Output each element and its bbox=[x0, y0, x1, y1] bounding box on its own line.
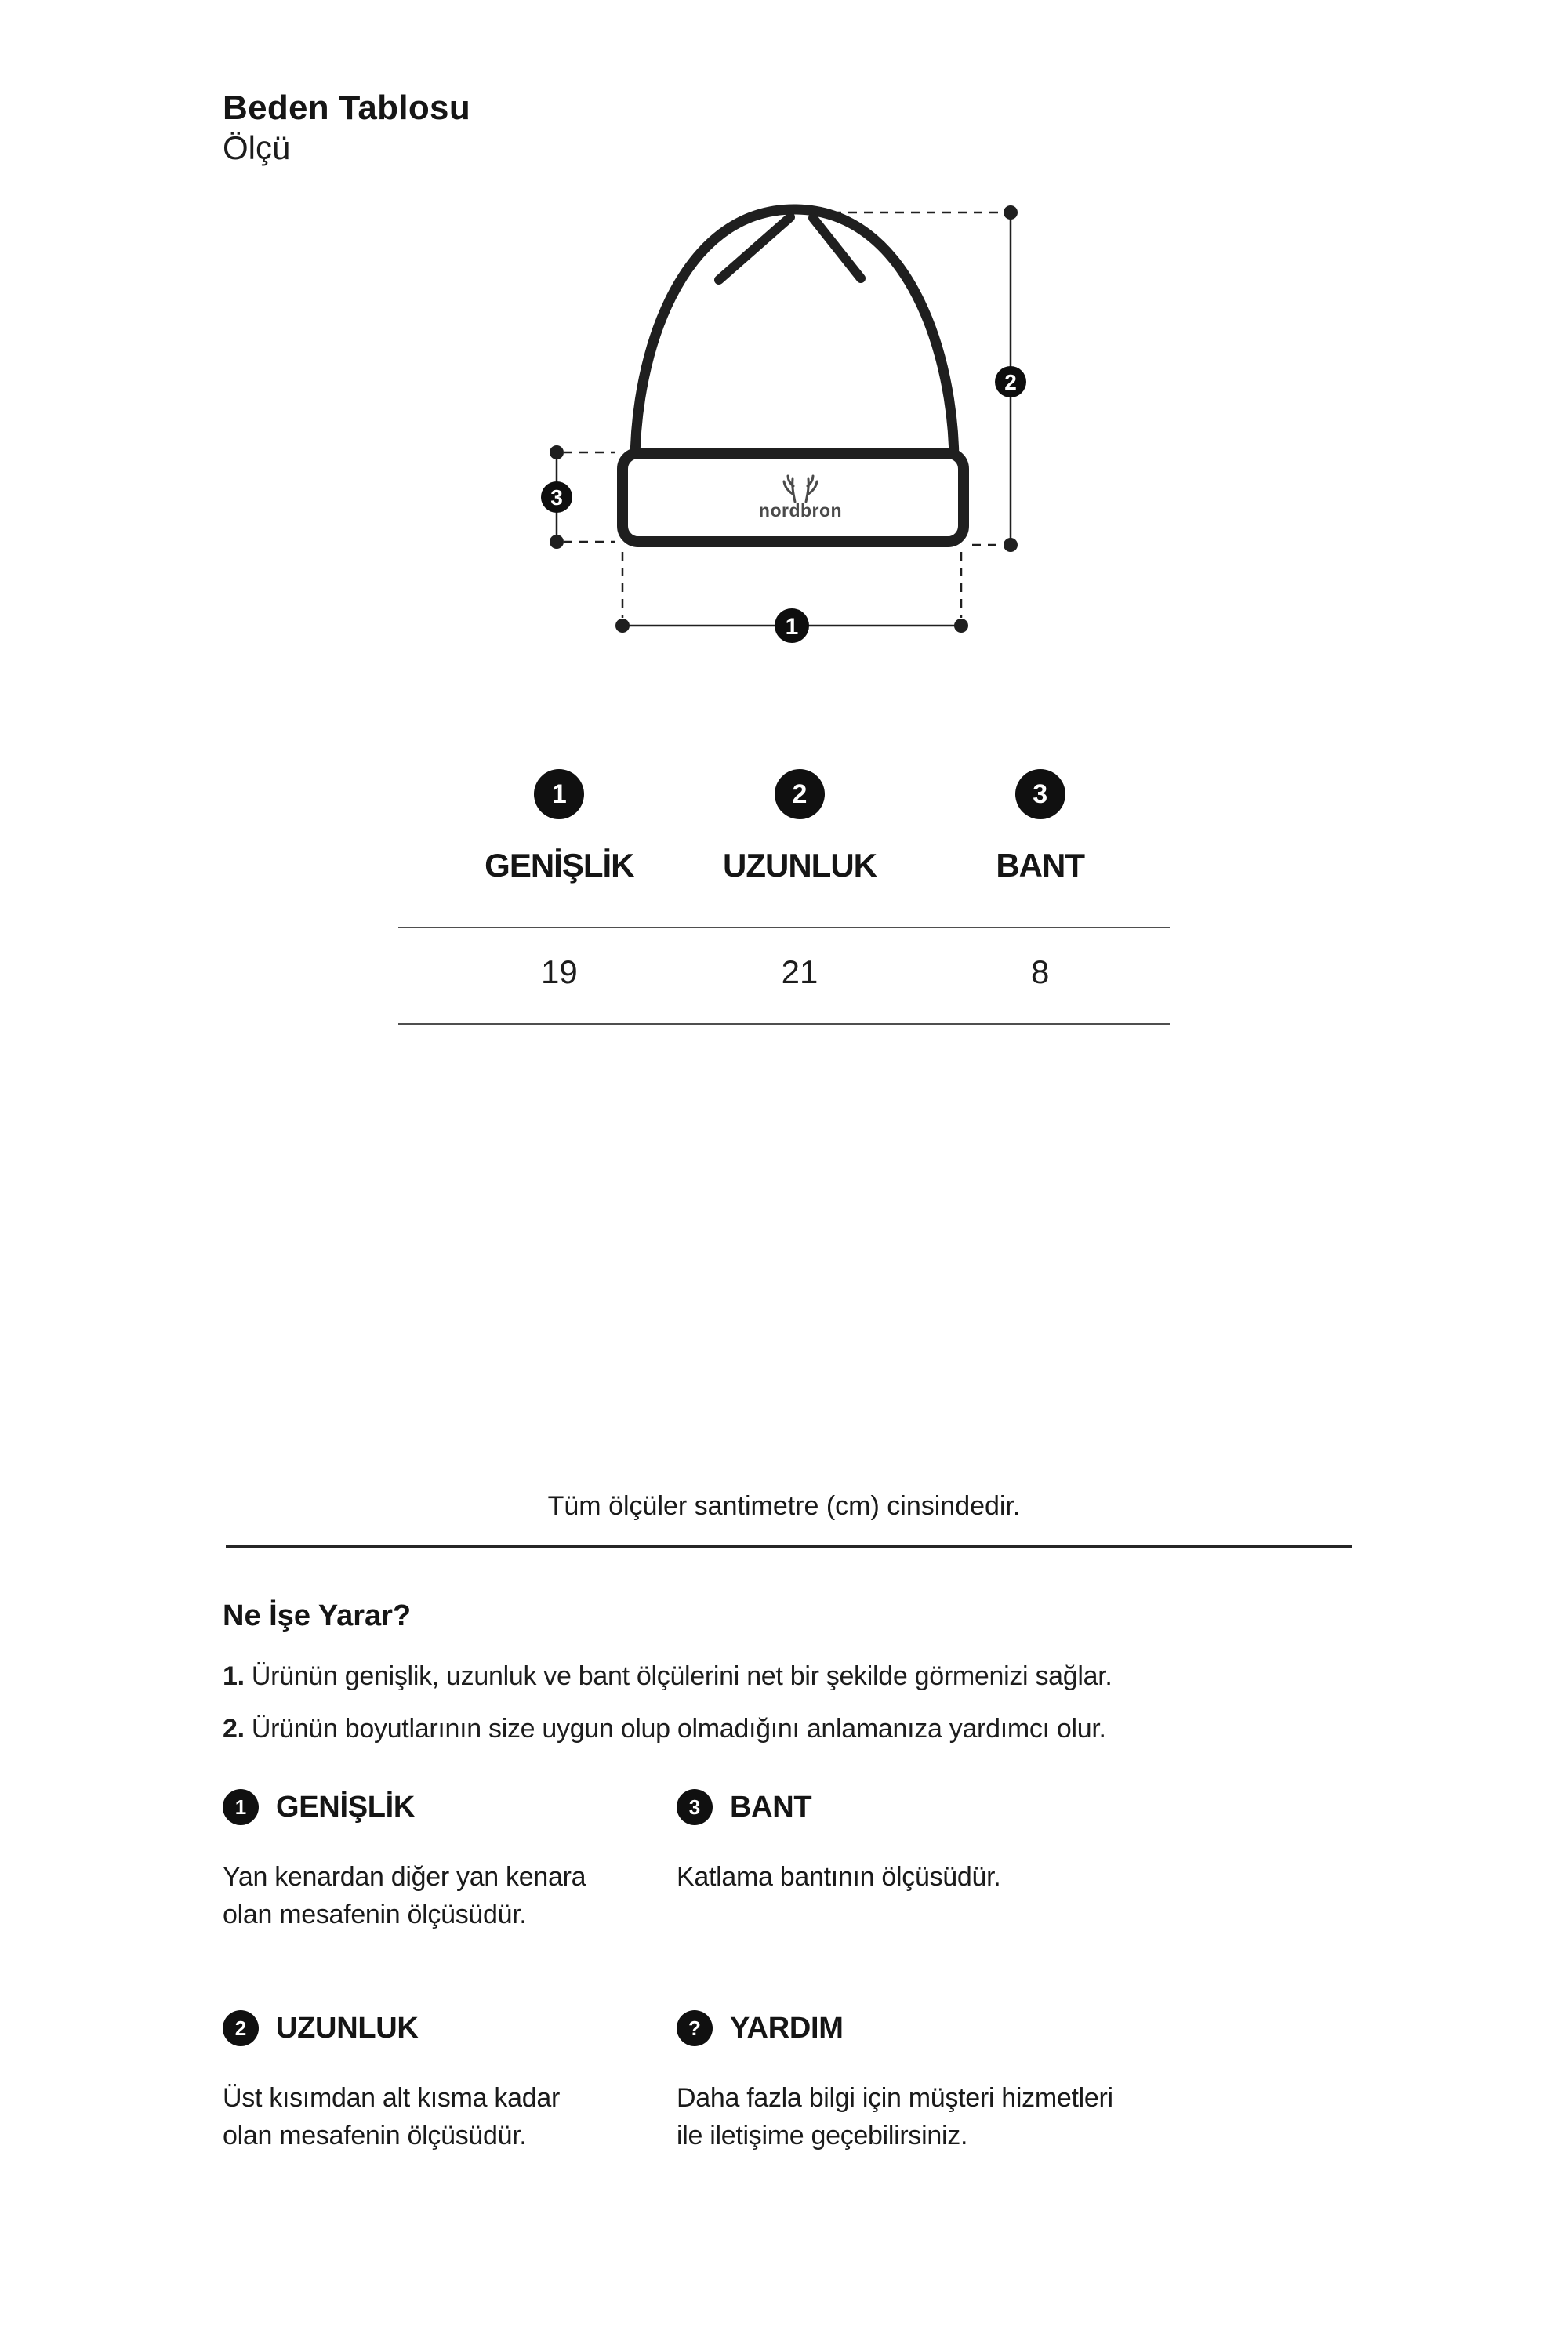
svg-text:3: 3 bbox=[550, 485, 563, 510]
size-table-header-row bbox=[439, 844, 1160, 887]
definition-text-uzunluk: Üst kısımdan alt kısma kadar olan mesafenin ölçüsüdür. bbox=[223, 2083, 560, 2151]
table-rule-top bbox=[398, 927, 1170, 928]
column-header-genislik: GENİŞLİK bbox=[485, 847, 634, 884]
page-header bbox=[223, 88, 470, 168]
column-header-uzunluk: UZUNLUK bbox=[723, 847, 877, 884]
callout-badge-height bbox=[995, 366, 1026, 397]
purpose-item: 2. Ürünün boyutlarının size uygun olup olmadığını anlamanıza yardımcı olur. bbox=[223, 1714, 1106, 1744]
purpose-item: 1. Ürünün genişlik, uzunluk ve bant ölçülerini net bir şekilde görmenizi sağlar. bbox=[223, 1661, 1112, 1691]
help-question-badge: ? bbox=[677, 2010, 713, 2046]
table-rule-bottom bbox=[398, 1023, 1170, 1025]
definition-title-bant: BANT bbox=[730, 1790, 812, 1824]
brand-logo-text: nordbron bbox=[758, 500, 843, 521]
page-title: Beden Tablosu bbox=[223, 89, 471, 127]
definition-text-bant: Katlama bantının ölçüsüdür. bbox=[677, 1862, 1001, 1892]
definition-text-genislik: Yan kenardan diğer yan kenara olan mesafenin ölçüsüdür. bbox=[223, 1862, 586, 1929]
table-badge-3: 3 bbox=[1015, 769, 1065, 819]
table-badge-1: 1 bbox=[534, 769, 584, 819]
column-header-bant: BANT bbox=[996, 847, 1084, 884]
definition-yardim bbox=[677, 2010, 1116, 2154]
table-badge-2: 2 bbox=[775, 769, 825, 819]
definition-uzunluk bbox=[223, 2010, 662, 2154]
beanie-dome-outline bbox=[635, 209, 954, 464]
units-note: Tüm ölçüler santimetre (cm) cinsindedir. bbox=[547, 1491, 1021, 1521]
page-subtitle: Ölçü bbox=[223, 129, 291, 166]
definition-badge-genislik: 1 bbox=[223, 1789, 259, 1825]
section-divider bbox=[226, 1545, 1352, 1548]
callout-badge-band bbox=[541, 481, 572, 513]
callout-badge-width bbox=[775, 608, 809, 643]
beanie-measurement-diagram bbox=[470, 180, 1098, 729]
value-genislik: 19 bbox=[540, 953, 578, 990]
svg-text:2: 2 bbox=[1004, 370, 1017, 394]
size-table-badge-row bbox=[439, 769, 1160, 819]
svg-text:1: 1 bbox=[785, 614, 799, 640]
definition-badge-bant: 3 bbox=[677, 1789, 713, 1825]
purpose-section bbox=[223, 1599, 1446, 1762]
purpose-heading: Ne İşe Yarar? bbox=[223, 1599, 412, 1632]
definition-genislik bbox=[223, 1789, 662, 1933]
definition-title-genislik: GENİŞLİK bbox=[276, 1790, 416, 1824]
definition-bant bbox=[677, 1789, 1116, 1896]
definition-title-uzunluk: UZUNLUK bbox=[276, 2011, 419, 2045]
definition-badge-uzunluk: 2 bbox=[223, 2010, 259, 2046]
definition-title-yardim: YARDIM bbox=[730, 2011, 844, 2045]
definition-text-yardim: Daha fazla bilgi için müşteri hizmetleri ile iletişime geçebilirsiniz. bbox=[677, 2083, 1113, 2151]
value-uzunluk: 21 bbox=[781, 953, 818, 990]
value-bant: 8 bbox=[1031, 953, 1050, 990]
size-table-value-row bbox=[439, 950, 1160, 994]
